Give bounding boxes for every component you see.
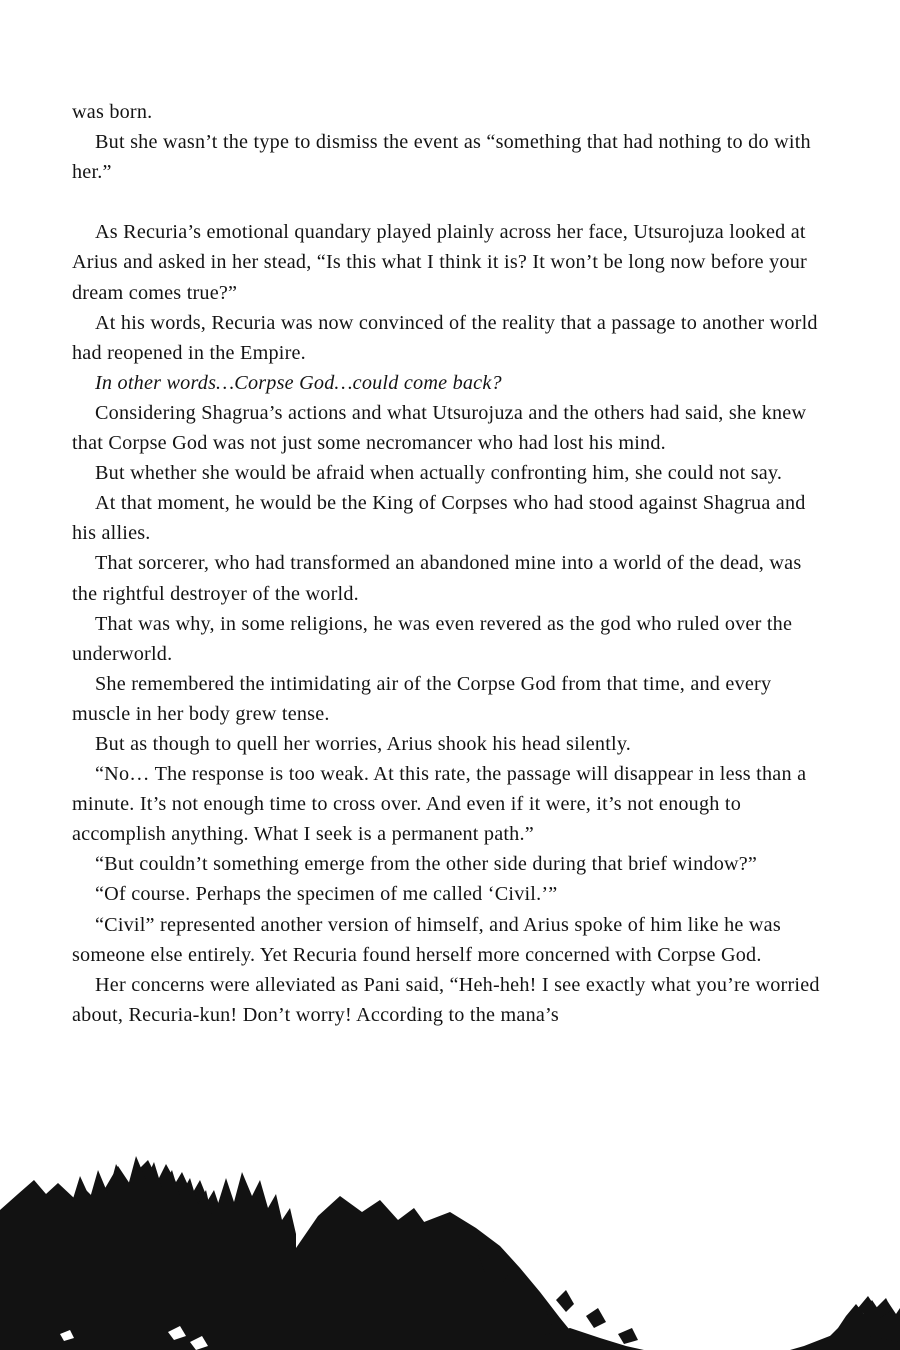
body-paragraph: But whether she would be afraid when actually confronting him, she could not say.	[95, 462, 783, 485]
body-paragraph: In other words…Corpse God…could come back?	[95, 371, 502, 394]
body-paragraph: As Recuria’s emotional quandary played plainly across her face, Utsurojuza looked at Arius and asked in her stead, “Is this what I think it is? It won’t be long now before your dream comes true?”	[72, 221, 807, 304]
body-paragraph: But she wasn’t the type to dismiss the event as “something that had nothing to do with her.”	[72, 131, 811, 184]
body-paragraph: Considering Shagrua’s actions and what Utsurojuza and the others had said, she knew that Corpse God was not just some necromancer who had lost his mind.	[72, 401, 807, 455]
body-paragraph: That sorcerer, who had transformed an abandoned mine into a world of the dead, was the rightful destroyer of the world.	[72, 552, 802, 605]
body-paragraph: “Of course. Perhaps the specimen of me called ‘Civil.’”	[95, 883, 558, 906]
body-paragraph: That was why, in some religions, he was even revered as the god who ruled over the underworld.	[72, 612, 793, 665]
bottom-decoration	[0, 1150, 900, 1350]
body-paragraph: At that moment, he would be the King of Corpses who had stood against Shagrua and his allies.	[72, 492, 806, 545]
body-paragraph: Her concerns were alleviated as Pani said, “Heh-heh! I see exactly what you’re worried about, Recuria-kun! Don’t worry! According to the mana’s	[72, 973, 820, 1026]
body-paragraph: was born.	[72, 101, 153, 123]
body-paragraph: At his words, Recuria was now convinced of the reality that a passage to another world had reopened in the Empire.	[72, 311, 818, 364]
scene-break	[72, 187, 830, 217]
body-paragraph: “But couldn’t something emerge from the other side during that brief window?”	[95, 853, 758, 876]
body-paragraph: “Civil” represented another version of himself, and Arius spoke of him like he was someone else entirely. Yet Recuria found herself more concerned with Corpse God.	[72, 913, 781, 966]
body-paragraph: She remembered the intimidating air of the Corpse God from that time, and every muscle in her body grew tense.	[72, 672, 772, 725]
body-paragraph: But as though to quell her worries, Arius shook his head silently.	[95, 732, 632, 755]
page-text-column	[72, 97, 830, 1030]
ruined-rubble-silhouette-icon	[0, 1150, 900, 1350]
body-paragraph: “No… The response is too weak. At this rate, the passage will disappear in less than a minute. It’s not enough time to cross over. And even if it were, it’s not enough to accomplish anything. What I seek is a permanent path.”	[72, 763, 807, 846]
